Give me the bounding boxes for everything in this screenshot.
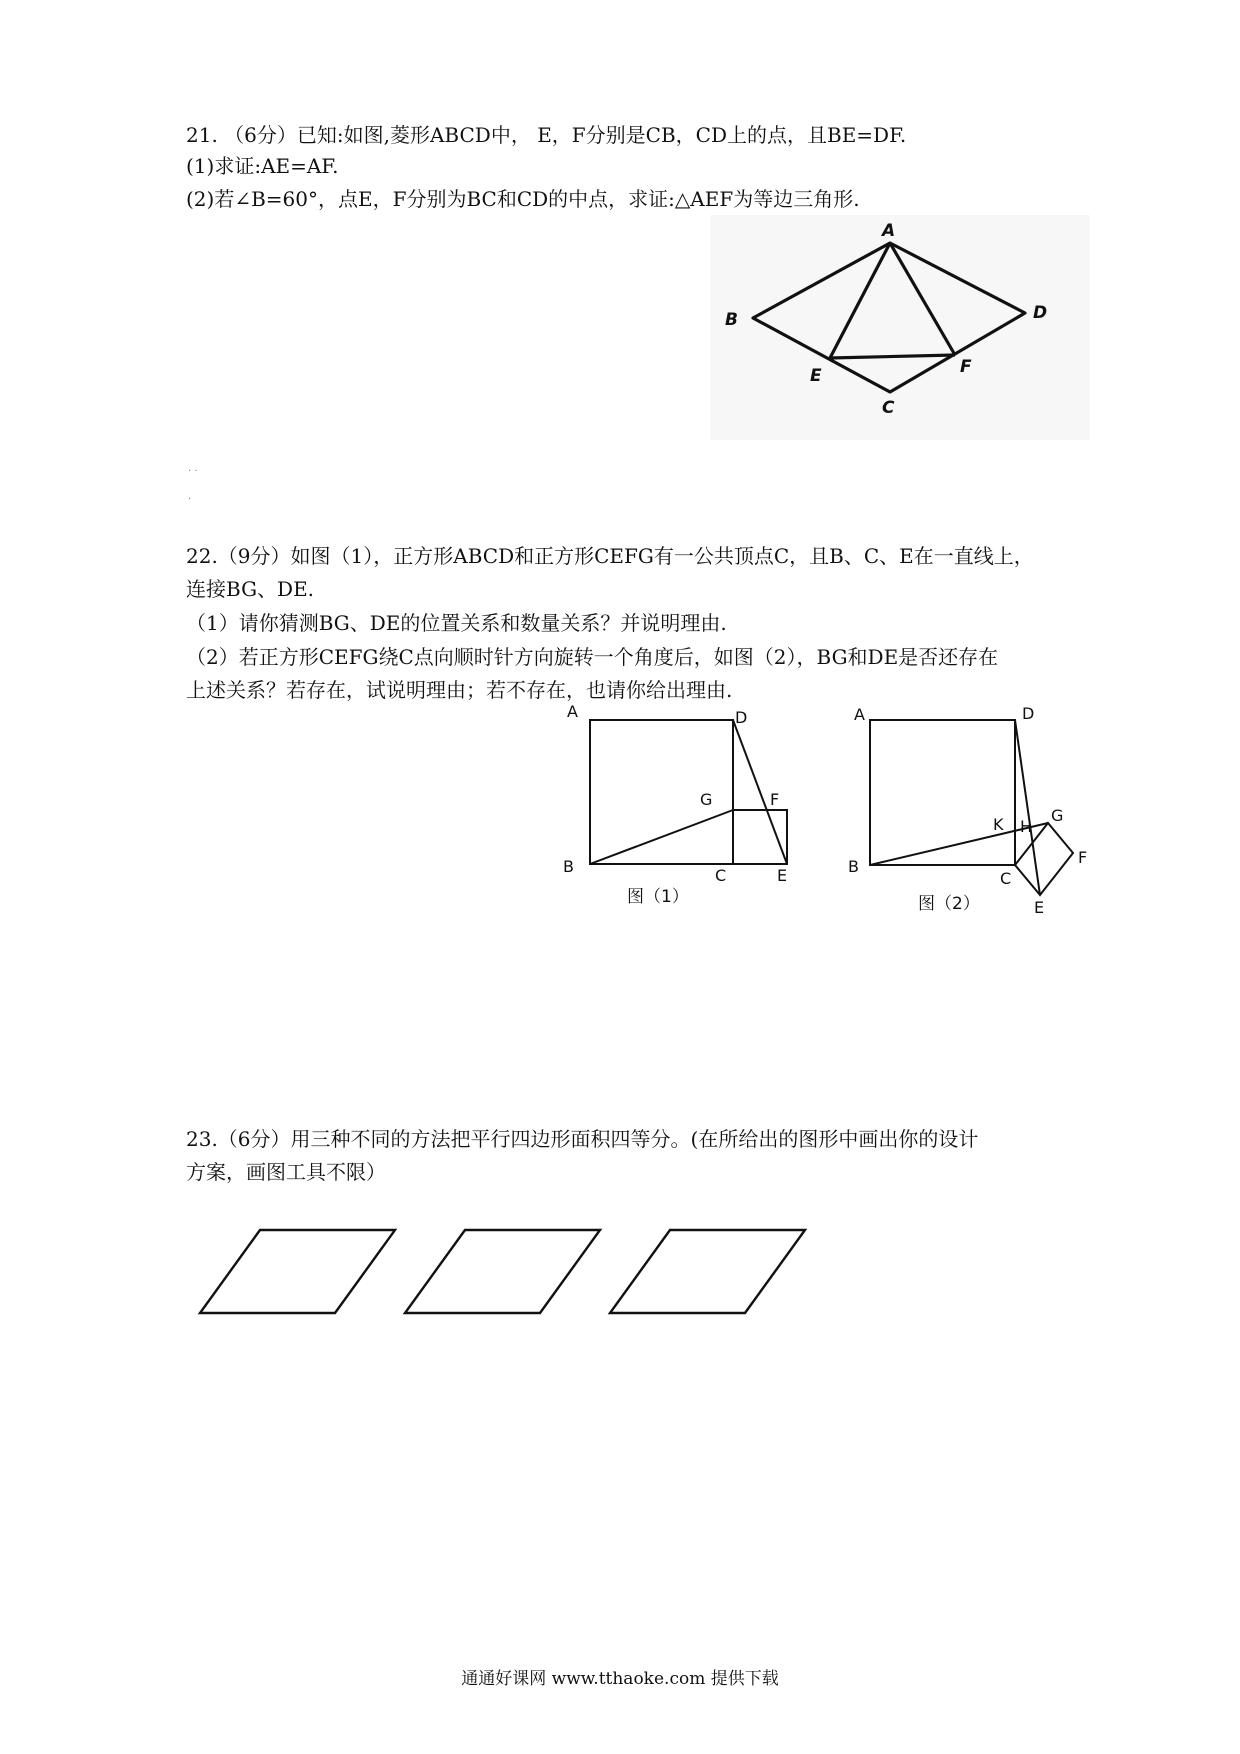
label-c: C [1000,869,1012,888]
q22-figure-2 [840,700,1115,920]
label-e: E [810,366,822,386]
q22-stem: 22.（9分）如图（1），正方形ABCD和正方形CEFG有一公共顶点C，且B、C、E在一直线上， [186,544,1034,568]
q21-stem: 21. （6分）已知:如图,菱形ABCD中， E，F分别是CB，CD上的点，且BE=DF. [186,123,907,147]
square-abcd [870,720,1015,865]
q22-part1: （1）请你猜测BG、DE的位置关系和数量关系？并说明理由. [186,611,727,635]
label-b: B [563,857,574,876]
label-e: E [777,866,788,885]
parallelogram-3 [610,1230,805,1313]
page-footer: 通通好课网 www.tthaoke.com 提供下载 [461,1669,779,1689]
label-f: F [770,790,780,809]
scan-speck: . . [188,463,198,474]
q23-stem-cont: 方案，画图工具不限） [186,1160,386,1184]
q23-parallelograms [195,1225,820,1335]
label-b: B [725,310,738,330]
label-f: F [1078,848,1088,867]
label-e: E [1034,898,1045,917]
parallelogram-2 [405,1230,600,1313]
label-a: A [882,221,896,241]
q21-part2: (2)若∠B=60°，点E，F分别为BC和CD的中点，求证:△AEF为等边三角形. [186,187,860,211]
label-g: G [700,790,713,809]
label-d: D [735,708,748,727]
scan-speck: . [188,491,192,502]
figure-1-caption: 图（1） [627,887,689,907]
label-k: K [993,815,1004,834]
label-c: C [882,398,895,418]
parallelogram-1 [200,1230,395,1313]
q22-figure-1 [555,700,805,910]
q21-part1: (1)求证:AE=AF. [186,154,339,178]
square-cefg [733,810,787,864]
label-f: F [960,357,972,377]
q23-stem: 23.（6分）用三种不同的方法把平行四边形面积四等分。(在所给出的图形中画出你的设计 [186,1127,979,1151]
label-d: D [1022,704,1035,723]
label-c: C [715,866,727,885]
q22-part2-cont: 上述关系？若存在，试说明理由；若不存在，也请你给出理由. [186,678,733,702]
label-h: H [1020,817,1033,836]
q21-rhombus-figure [710,215,1090,440]
label-d: D [1033,303,1048,323]
segment-bg [590,810,733,864]
label-a: A [854,705,865,724]
q22-part2: （2）若正方形CEFG绕C点向顺时针方向旋转一个角度后，如图（2），BG和DE是否还存在 [186,645,999,669]
figure-2-caption: 图（2） [918,894,980,914]
q22-stem-cont: 连接BG、DE. [186,577,315,601]
label-b: B [848,857,859,876]
label-g: G [1051,806,1064,825]
label-a: A [567,702,578,721]
